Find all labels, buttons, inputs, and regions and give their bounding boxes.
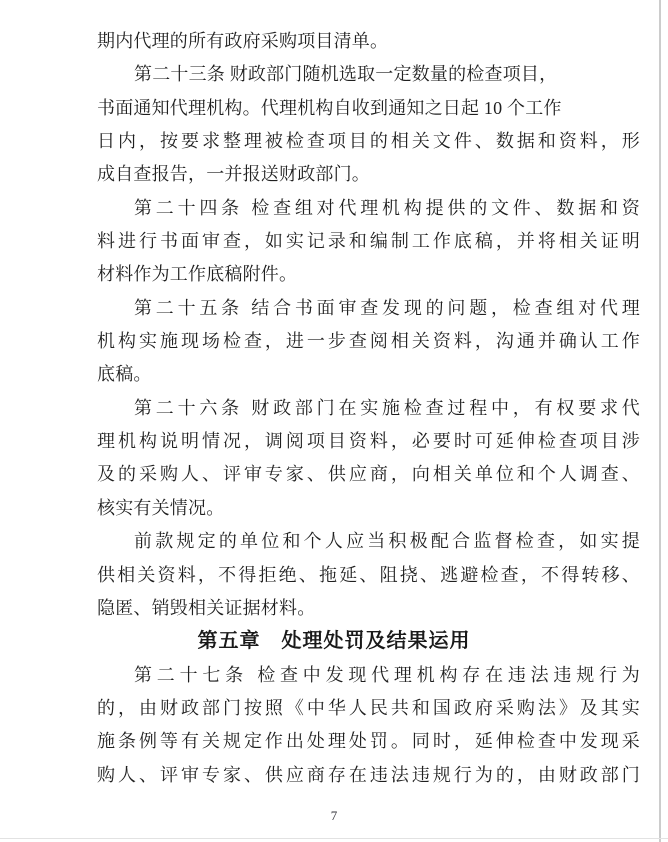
text-line: 日内，按要求整理被检查项目的相关文件、数据和资料，形	[97, 131, 640, 152]
text-line: 成自查报告，一并报送财政部门。	[97, 164, 370, 185]
text-line: 核实有关情况。	[97, 497, 225, 518]
page-bottom-edge-line	[0, 838, 668, 839]
text-line: 的，由财政部门按照《中华人民共和国政府采购法》及其实	[97, 697, 640, 718]
text-line: 机构实施现场检查，进一步查阅相关资料，沟通并确认工作	[97, 331, 640, 352]
text-line: 期内代理的所有政府采购项目清单。	[97, 31, 389, 51]
page-edge-line	[659, 0, 661, 842]
text-line: 前款规定的单位和个人应当积极配合监督检查，如实提	[134, 531, 640, 552]
text-line: 书面通知代理机构。代理机构自收到通知之日起 10 个工作	[97, 97, 562, 118]
text-line: 第二十三条 财政部门随机选取一定数量的检查项目，	[134, 64, 558, 85]
text-line: 第二十五条 结合书面审查发现的问题，检查组对代理	[134, 297, 640, 318]
text-line: 及的采购人、评审专家、供应商，向相关单位和个人调查、	[97, 464, 640, 485]
chapter-heading: 第五章 处理处罚及结果运用	[197, 630, 471, 653]
text-line: 第二十六条 财政部门在实施检查过程中，有权要求代	[134, 397, 640, 418]
text-line: 材料作为工作底稿附件。	[97, 264, 298, 285]
text-line: 购人、评审专家、供应商存在违法违规行为的，由财政部门	[97, 764, 640, 785]
text-line: 供相关资料，不得拒绝、拖延、阻挠、逃避检查，不得转移、	[97, 564, 640, 585]
text-line: 底稿。	[97, 364, 152, 385]
text-line: 隐匿、销毁相关证据材料。	[97, 597, 316, 618]
text-line: 料进行书面审查，如实记录和编制工作底稿，并将相关证明	[97, 231, 640, 252]
text-line: 施条例等有关规定作出处理处罚。同时，延伸检查中发现采	[97, 731, 640, 752]
text-line: 第二十七条 检查中发现代理机构存在违法违规行为	[134, 664, 640, 685]
page-number: 7	[330, 808, 338, 823]
text-line: 理机构说明情况，调阅项目资料，必要时可延伸检查项目涉	[97, 431, 640, 452]
text-line: 第二十四条 检查组对代理机构提供的文件、数据和资	[134, 197, 640, 218]
